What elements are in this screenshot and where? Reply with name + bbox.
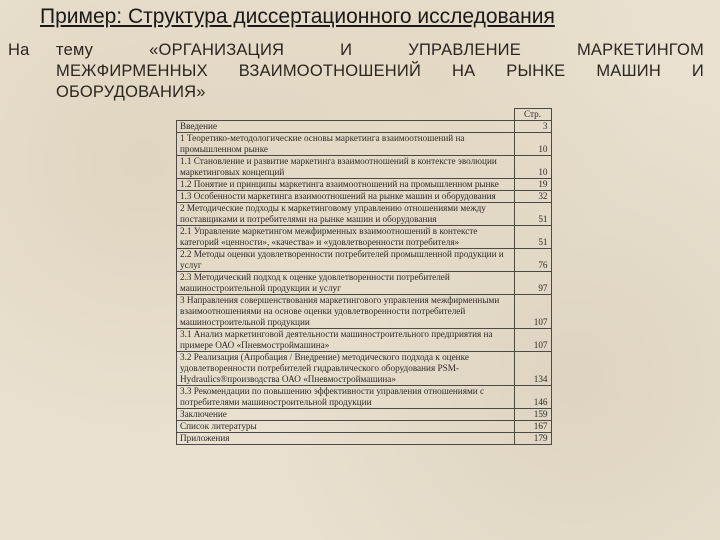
toc-entry-title: Введение (177, 121, 515, 133)
toc-entry-page: 32 (514, 191, 551, 203)
toc-entry-title: 3 Направления совершенствования маркетингового управления межфирменными взаимоотношениями на основе оценки удовлетворенности потребителей машиностроительной продукции (177, 295, 515, 329)
toc-entry-page: 51 (514, 226, 551, 249)
toc-entry-page: 146 (514, 386, 551, 409)
toc-row (177, 409, 552, 421)
toc-row (177, 203, 552, 226)
toc-entry-page: 167 (514, 421, 551, 433)
toc-entry-page: 51 (514, 203, 551, 226)
toc-row (177, 295, 552, 329)
toc-row (177, 156, 552, 179)
toc-entry-page: 134 (514, 352, 551, 386)
toc-entry-page: 107 (514, 329, 551, 352)
toc-row (177, 421, 552, 433)
toc-page-header: Стр. (514, 109, 551, 121)
toc-entry-title: 2.3 Методический подход к оценке удовлетворенности потребителей машиностроительной продукции и услуг (177, 272, 515, 295)
toc-entry-title: 3.1 Анализ маркетинговой деятельности машиностроительного предприятия на примере ОАО «Пневмостроймашина» (177, 329, 515, 352)
toc-entry-title: Приложения (177, 433, 515, 445)
toc-entry-title: 1.1 Становление и развитие маркетинга взаимоотношений в контексте эволюции маркетинговых концепций (177, 156, 515, 179)
toc-entry-page: 159 (514, 409, 551, 421)
toc-entry-page: 10 (514, 156, 551, 179)
table-of-contents (176, 108, 552, 445)
toc-row (177, 386, 552, 409)
toc-entry-page: 10 (514, 133, 551, 156)
toc-entry-title: 3.3 Рекомендации по повышению эффективности управления отношениями с потребителями машиностроительной продукции (177, 386, 515, 409)
toc-entry-title: 2.2 Методы оценки удовлетворенности потребителей промышленной продукции и услуг (177, 249, 515, 272)
toc-entry-title: 2.1 Управление маркетингом межфирменных взаимоотношений в контексте категорий «ценности», «качества» и «удовлетворенности потребителя» (177, 226, 515, 249)
toc-row (177, 133, 552, 156)
toc-entry-title: 1.3 Особенности маркетинга взаимоотношений на рынке машин и оборудования (177, 191, 515, 203)
topic-lead: На (8, 41, 30, 59)
topic-line-3: ОБОРУДОВАНИЯ» (56, 83, 206, 101)
toc-entry-page: 76 (514, 249, 551, 272)
toc-entry-page: 3 (514, 121, 551, 133)
topic-line-1: тему «ОРГАНИЗАЦИЯ И УПРАВЛЕНИЕ МАРКЕТИНГОМ (56, 41, 704, 59)
toc-entry-page: 97 (514, 272, 551, 295)
toc-entry-page: 179 (514, 433, 551, 445)
topic-line-2: МЕЖФИРМЕННЫХ ВЗАИМООТНОШЕНИЙ НА РЫНКЕ МАШИН И (56, 62, 704, 80)
toc-row (177, 352, 552, 386)
toc-header-blank (177, 109, 515, 121)
toc-entry-title: 3.2 Реализация (Апробация / Внедрение) методического подхода к оценке удовлетворенности потребителей гидравлического оборудования PSM-Hydraulics®производства ОАО «Пневмостроймашина» (177, 352, 515, 386)
toc-entry-title: Заключение (177, 409, 515, 421)
toc-row (177, 226, 552, 249)
toc-row (177, 191, 552, 203)
toc-row (177, 121, 552, 133)
toc-row (177, 272, 552, 295)
toc-row (177, 249, 552, 272)
toc-entry-page: 19 (514, 179, 551, 191)
slide-title: Пример: Структура диссертационного исследования (40, 5, 555, 28)
toc-header-row (177, 109, 552, 121)
toc-entry-title: 2 Методические подходы к маркетинговому управлению отношениями между поставщиками и потребителями на рынке машин и оборудования (177, 203, 515, 226)
toc-row (177, 433, 552, 445)
toc-row (177, 179, 552, 191)
toc-entry-title: 1.2 Понятие и принципы маркетинга взаимоотношений на промышленном рынке (177, 179, 515, 191)
toc-entry-title: Список литературы (177, 421, 515, 433)
toc-row (177, 329, 552, 352)
toc-entry-title: 1 Теоретико-методологические основы маркетинга взаимоотношений на промышленном рынке (177, 133, 515, 156)
toc-entry-page: 107 (514, 295, 551, 329)
